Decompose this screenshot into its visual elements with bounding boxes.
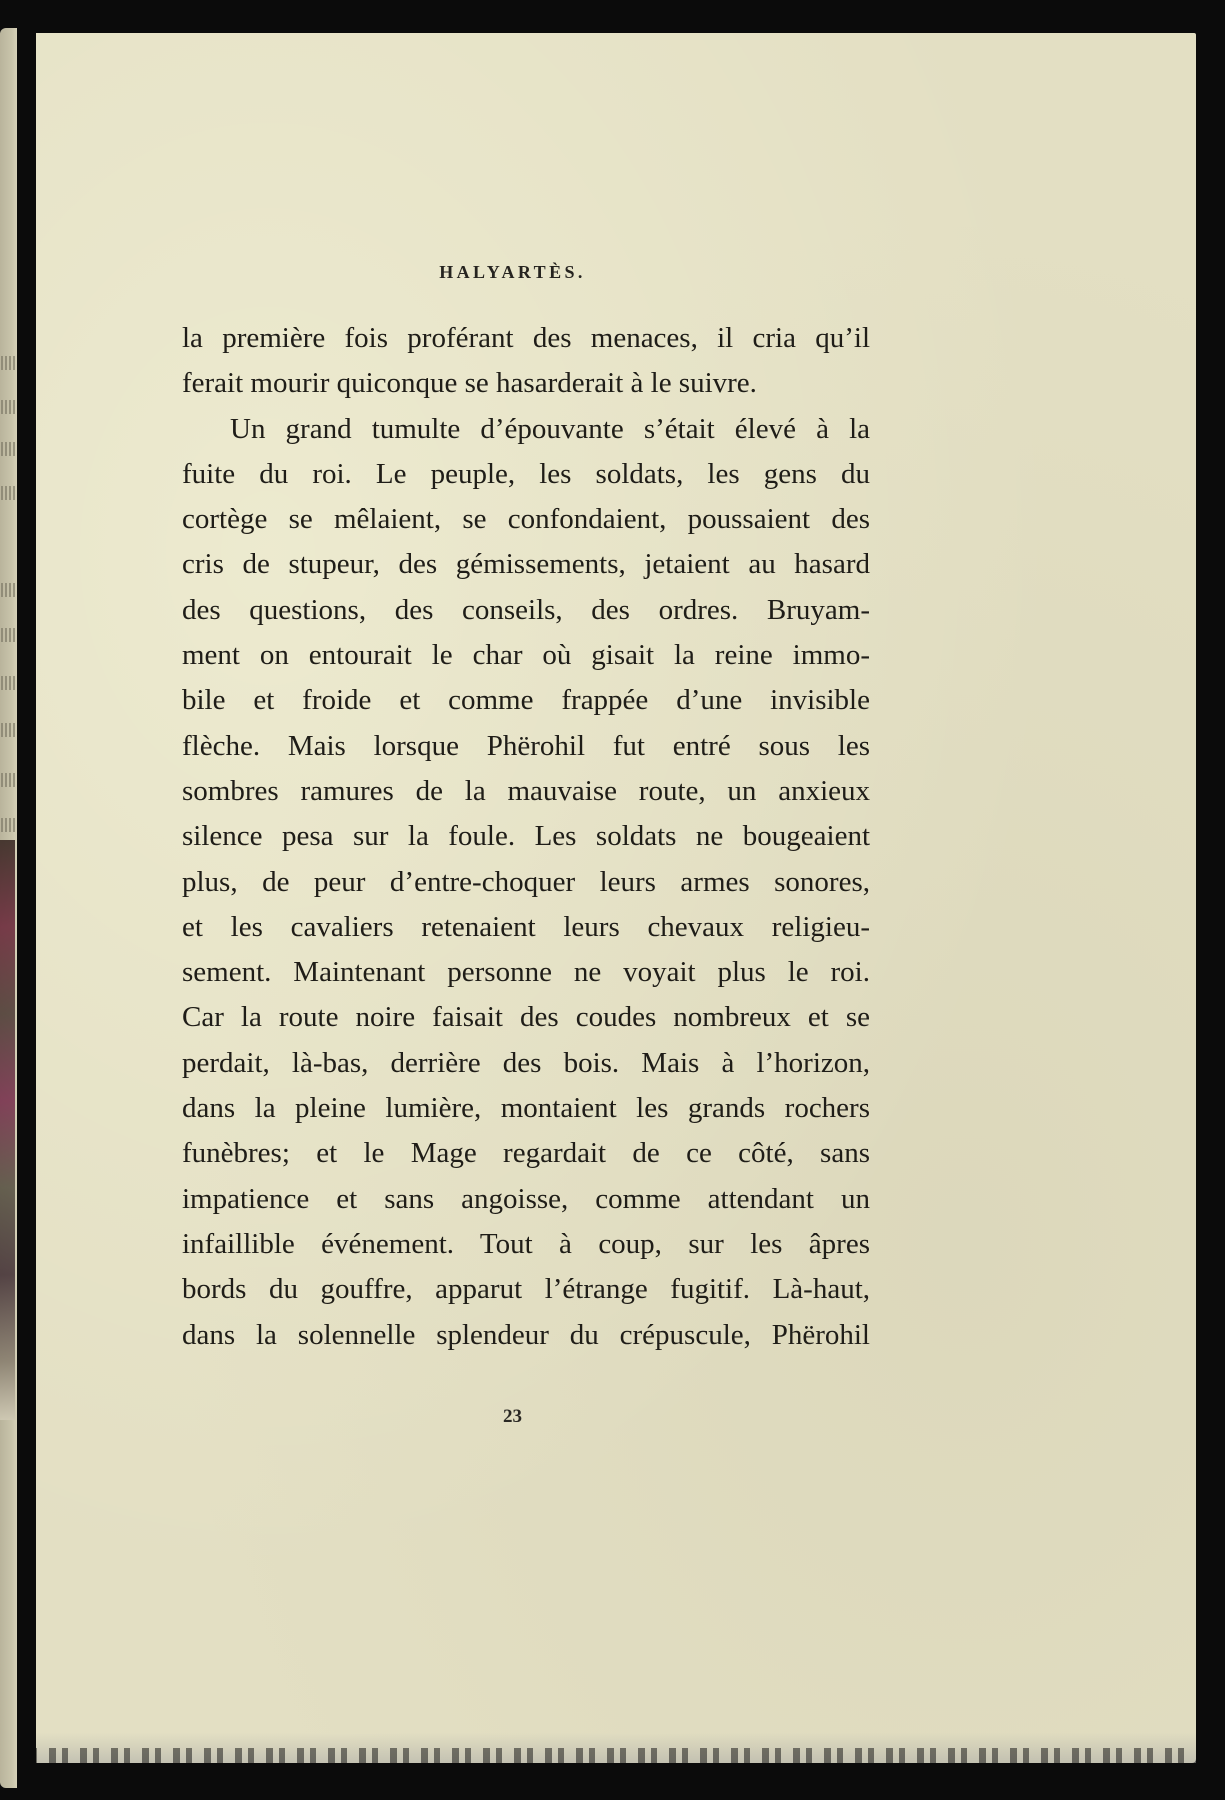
text-line: flèche. Mais lorsque Phërohil fut entré sous les [182,729,870,762]
adjacent-page-illustration [0,840,15,1420]
running-head: HALYARTÈS. [439,262,586,282]
page-number: 23 [503,1406,522,1427]
adjacent-page-text-fragment [1,400,16,414]
text-line: plus, de peur d’entre-choquer leurs armes sonores, [182,865,870,898]
text-line: dans la pleine lumière, montaient les grands rochers [182,1092,870,1125]
text-line: et les cavaliers retenaient leurs chevaux religieu- [182,910,870,943]
adjacent-page-text-fragment [1,442,16,456]
adjacent-page-text-fragment [1,486,16,500]
text-line: sombres ramures de la mauvaise route, un anxieux [182,774,870,807]
text-line: ment on entourait le char où gisait la reine immo- [182,639,870,672]
text-line: funèbres; et le Mage regardait de ce côté, sans [182,1137,870,1170]
ragged-bottom-edge [18,1748,1198,1768]
text-line: impatience et sans angoisse, comme attendant un [182,1182,870,1215]
text-line: infaillible événement. Tout à coup, sur les âpres [182,1227,870,1260]
text-line: fuite du roi. Le peuple, les soldats, les gens du [182,457,870,490]
text-line: cris de stupeur, des gémissements, jetaient au hasard [182,548,870,581]
adjacent-page-text-fragment [1,723,16,737]
adjacent-page-text-fragment [1,676,16,690]
text-line: la première fois proférant des menaces, il cria qu’il [182,322,870,354]
text-line: perdait, là-bas, derrière des bois. Mais à l’horizon, [182,1046,870,1079]
text-line: cortège se mêlaient, se confondaient, poussaient des [182,503,870,536]
text-line: sement. Maintenant personne ne voyait plus le roi. [182,956,870,989]
body-text [182,316,870,1358]
adjacent-page-text-fragment [1,583,16,597]
adjacent-page-text-fragment [1,356,16,370]
adjacent-page-text-fragment [1,818,16,832]
adjacent-page-edge [0,28,17,1788]
adjacent-page-text-fragment [1,628,16,642]
text-line: silence pesa sur la foule. Les soldats ne bougeaient [182,820,870,853]
text-line: Car la route noire faisait des coudes nombreux et se [182,1001,870,1034]
adjacent-page-text-fragment [1,773,16,787]
text-line: dans la solennelle splendeur du crépuscule, Phërohil [182,1318,870,1351]
text-line: bords du gouffre, apparut l’étrange fugitif. Là-haut, [182,1273,870,1306]
text-line: bile et froide et comme frappée d’une invisible [182,684,870,717]
text-line: des questions, des conseils, des ordres. Bruyam- [182,593,870,626]
text-line: ferait mourir quiconque se hasarderait à le suivre. [182,367,757,400]
text-line: Un grand tumulte d’épouvante s’était élevé à la [230,412,870,445]
